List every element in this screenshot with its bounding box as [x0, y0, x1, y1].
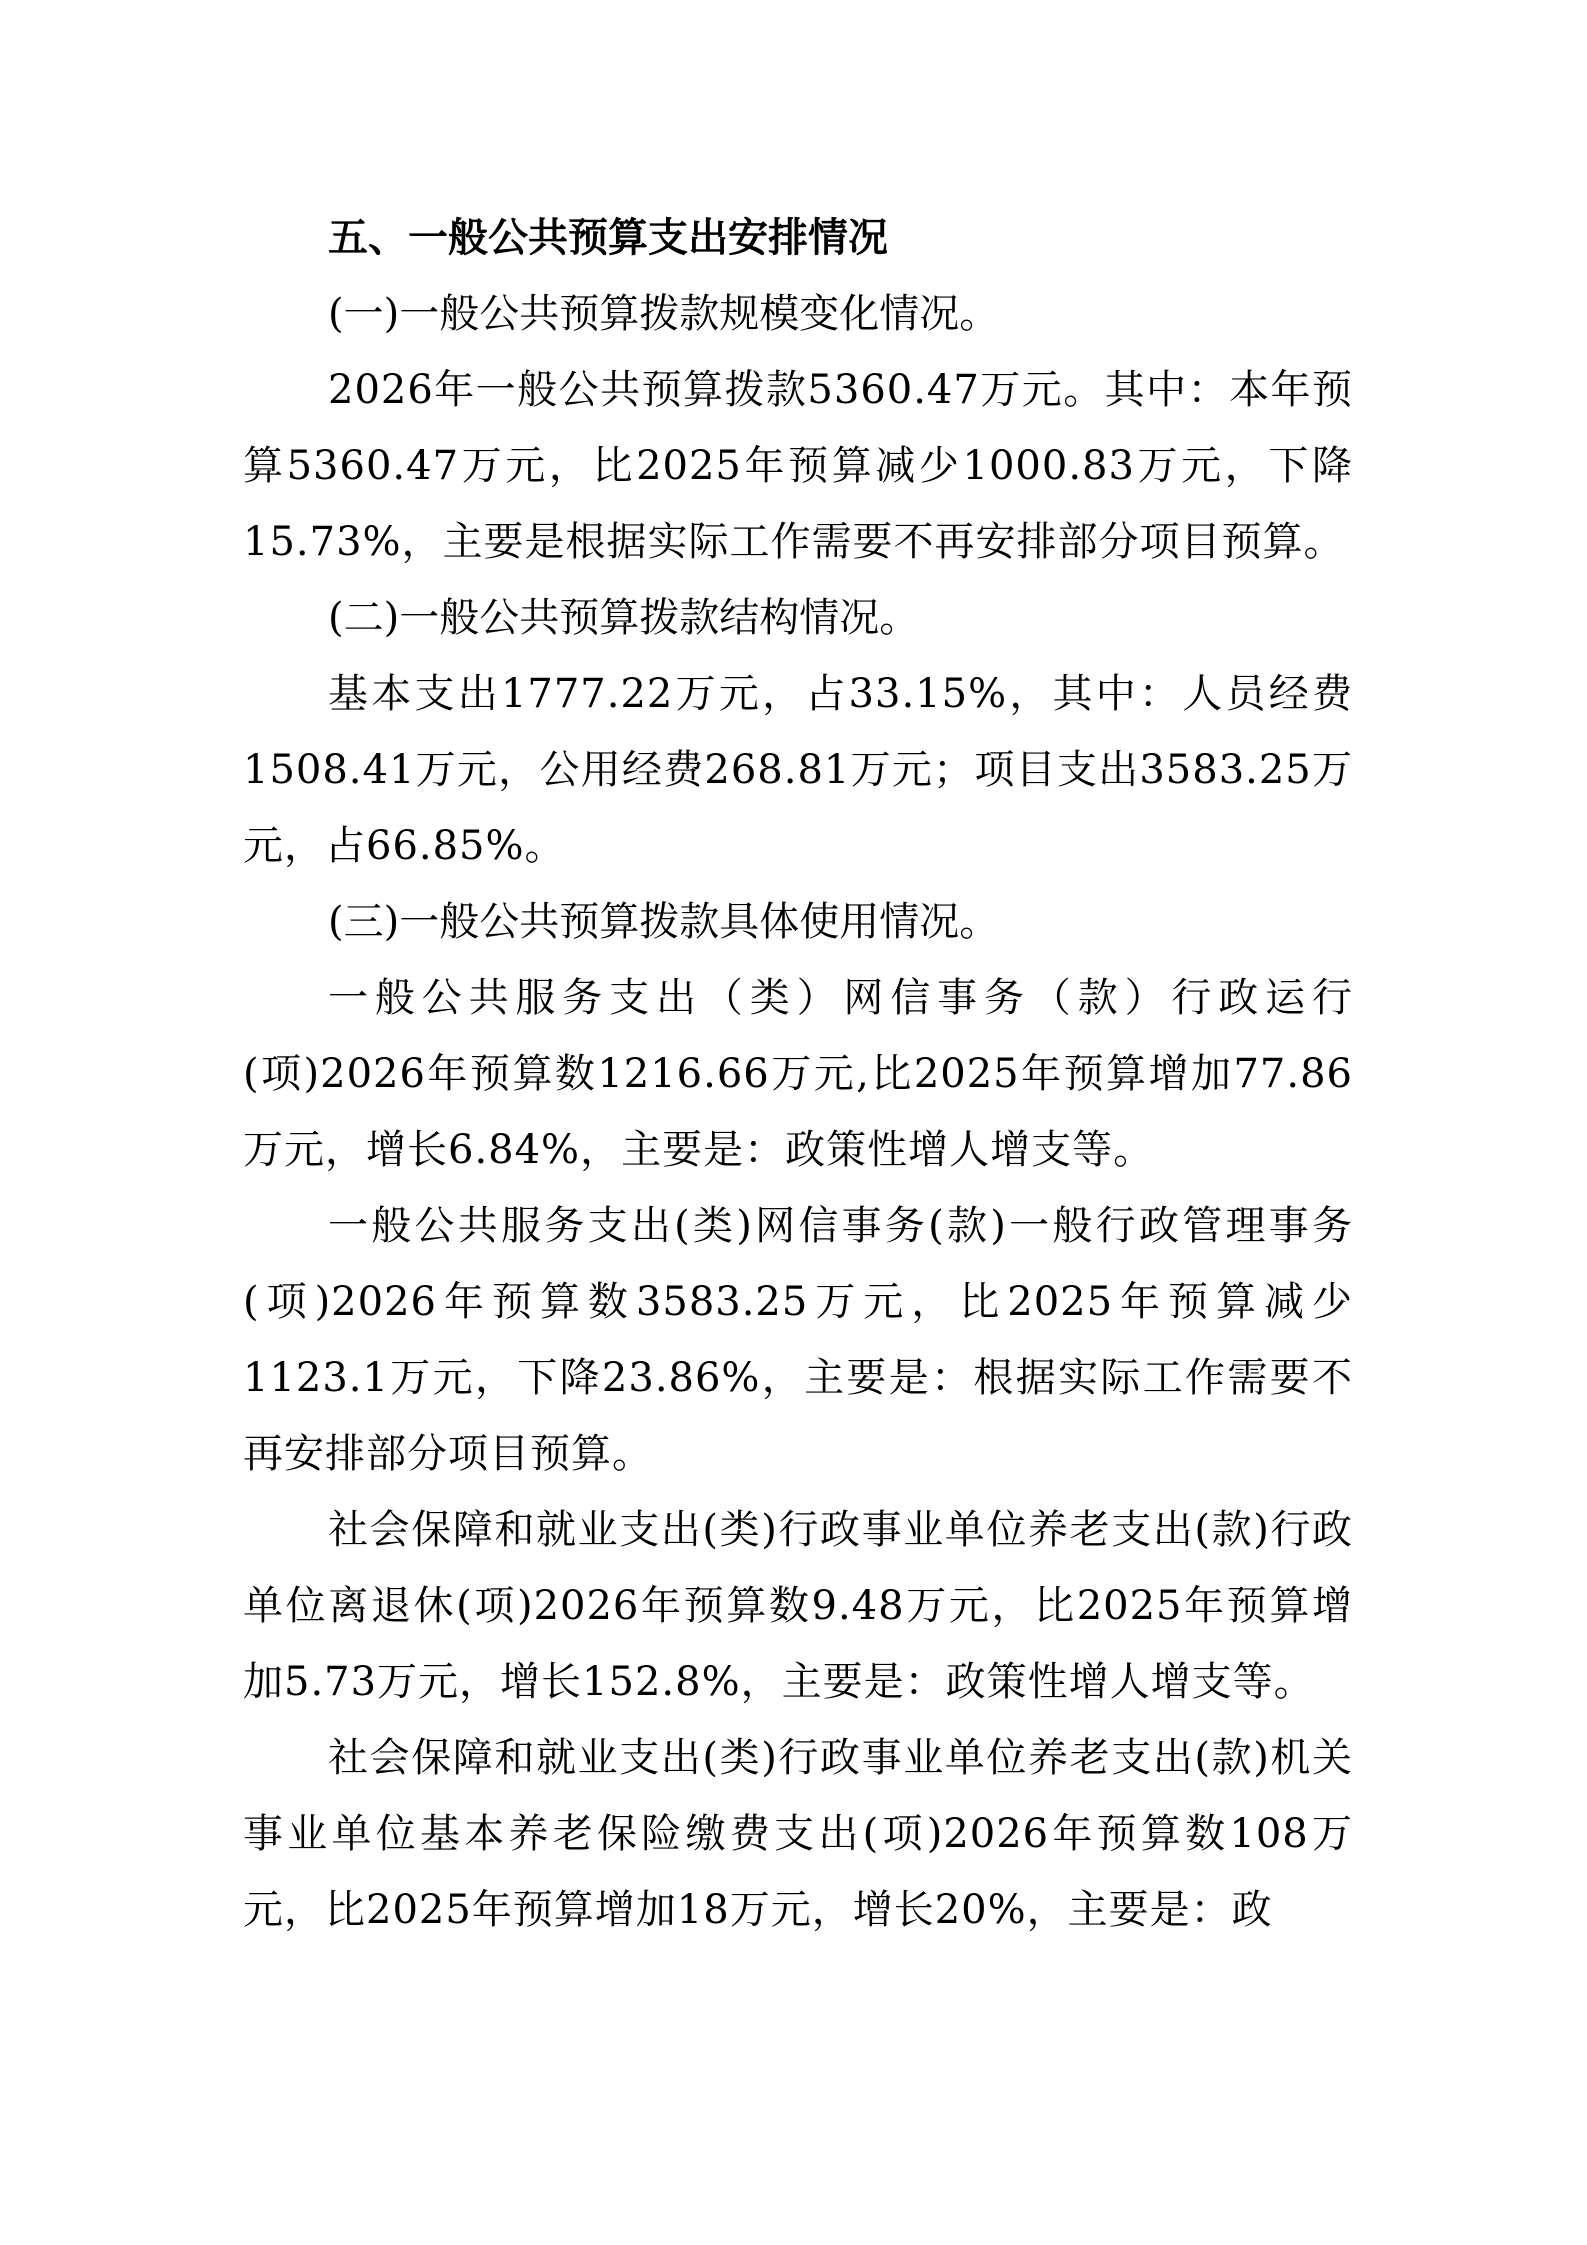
paragraph-usage-retirement: 社会保障和就业支出(类)行政事业单位养老支出(款)行政单位离退休(项)2026年预算数9.48万元，比2025年预算增加5.73万元，增长152.8%，主要是：政策性增人增支等。 [243, 1507, 1353, 1705]
paragraph-usage-admin-operation: 一般公共服务支出（类）网信事务（款）行政运行(项)2026年预算数1216.66万元,比2025年预算增加77.86万元，增长6.84%，主要是：政策性增人增支等。 [243, 975, 1353, 1173]
subsection-title-structure: (二)一般公共预算拨款结构情况。 [328, 595, 920, 641]
paragraph-scale-change: 2026年一般公共预算拨款5360.47万元。其中：本年预算5360.47万元，比2025年预算减少1000.83万元，下降15.73%，主要是根据实际工作需要不再安排部分项目预算。 [243, 367, 1353, 565]
paragraph-usage-admin-management: 一般公共服务支出(类)网信事务(款)一般行政管理事务(项)2026年预算数3583.25万元，比2025年预算减少1123.1万元，下降23.86%，主要是：根据实际工作需要不再安排部分项目预算。 [243, 1203, 1353, 1477]
section-heading: 五、一般公共预算支出安排情况 [328, 215, 888, 261]
paragraph-usage-pension-insurance: 社会保障和就业支出(类)行政事业单位养老支出(款)机关事业单位基本养老保险缴费支出(项)2026年预算数108万元，比2025年预算增加18万元，增长20%，主要是：政 [243, 1735, 1353, 1933]
subsection-title-scale-change: (一)一般公共预算拨款规模变化情况。 [328, 291, 1000, 337]
subsection-title-usage: (三)一般公共预算拨款具体使用情况。 [328, 899, 1000, 945]
document-body [243, 200, 1353, 1948]
paragraph-structure: 基本支出1777.22万元，占33.15%，其中：人员经费1508.41万元，公用经费268.81万元；项目支出3583.25万元，占66.85%。 [243, 671, 1353, 869]
